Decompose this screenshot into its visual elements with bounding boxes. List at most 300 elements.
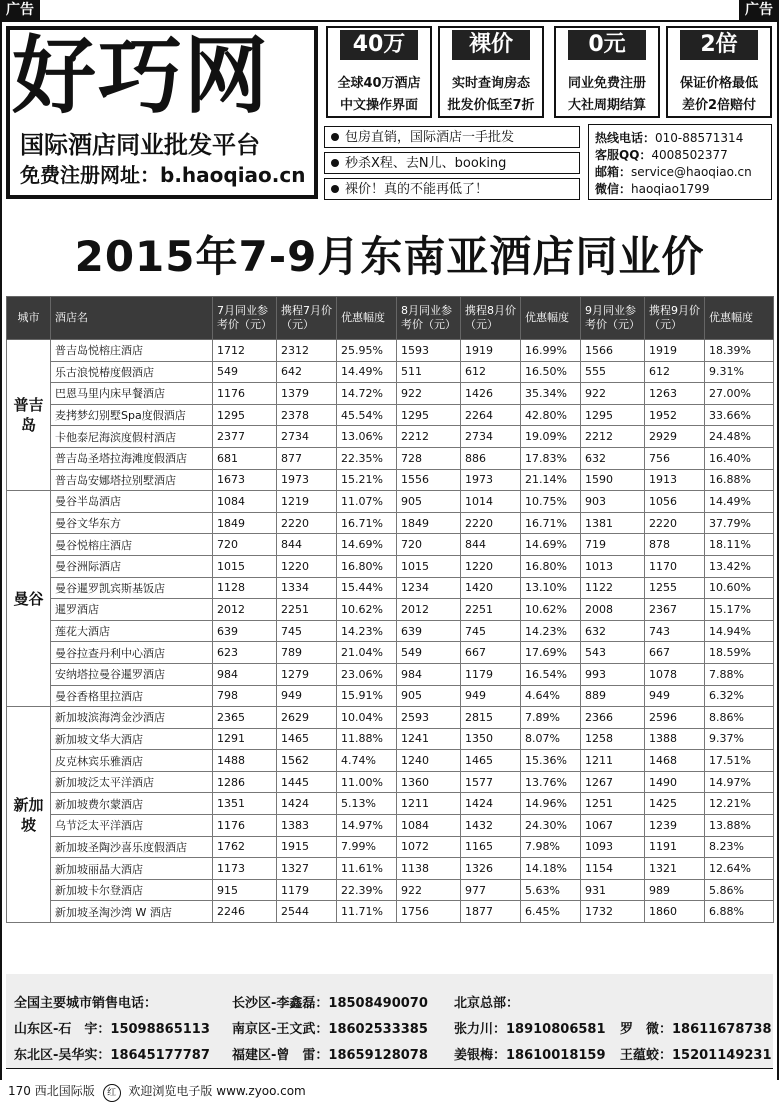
price-cell: 13.88% <box>705 815 774 837</box>
price-cell: 7.99% <box>337 836 397 858</box>
hotel-name-cell: 麦拷梦幻别墅Spa度假酒店 <box>51 404 213 426</box>
price-cell: 16.80% <box>337 555 397 577</box>
price-cell: 1173 <box>213 858 277 880</box>
price-cell: 2367 <box>645 599 705 621</box>
price-cell: 10.60% <box>705 577 774 599</box>
price-cell: 16.80% <box>521 555 581 577</box>
price-cell: 745 <box>277 620 337 642</box>
price-cell: 1424 <box>277 793 337 815</box>
hotel-name-cell: 曼谷暹罗凯宾斯基饭店 <box>51 577 213 599</box>
price-cell: 1295 <box>581 404 645 426</box>
price-cell: 1251 <box>581 793 645 815</box>
price-cell: 667 <box>645 642 705 664</box>
hotel-name-cell: 皮克林宾乐雅酒店 <box>51 750 213 772</box>
price-cell: 878 <box>645 534 705 556</box>
price-cell: 7.98% <box>521 836 581 858</box>
price-cell: 8.86% <box>705 707 774 729</box>
feature-title: 0元 <box>568 30 646 60</box>
price-cell: 922 <box>397 879 461 901</box>
price-cell: 1973 <box>461 469 521 491</box>
price-cell: 11.61% <box>337 858 397 880</box>
footer-contact[interactable]: 姜银梅：18610018159 <box>454 1048 606 1063</box>
price-cell: 1590 <box>581 469 645 491</box>
price-cell: 9.31% <box>705 361 774 383</box>
price-cell: 16.40% <box>705 447 774 469</box>
feature-line: 差价2倍赔付 <box>681 98 757 113</box>
price-cell: 14.96% <box>521 793 581 815</box>
price-cell: 1383 <box>277 815 337 837</box>
price-cell: 6.45% <box>521 901 581 923</box>
price-cell: 1295 <box>397 404 461 426</box>
feature-line: 批发价低至7折 <box>447 98 535 113</box>
column-header: 优惠幅度 <box>521 297 581 340</box>
feature-title: 裸价 <box>452 30 530 60</box>
price-cell: 1712 <box>213 340 277 362</box>
table-row <box>7 491 774 513</box>
footer-hq: 北京总部： <box>454 996 520 1011</box>
price-cell: 1756 <box>397 901 461 923</box>
price-cell: 1350 <box>461 728 521 750</box>
price-cell: 10.75% <box>521 491 581 513</box>
price-cell: 2220 <box>461 512 521 534</box>
table-row <box>7 404 774 426</box>
city-cell: 普吉岛 <box>7 340 51 491</box>
price-cell: 1138 <box>397 858 461 880</box>
price-cell: 11.88% <box>337 728 397 750</box>
qq-label: 客服QQ： <box>595 148 652 162</box>
price-cell: 1220 <box>277 555 337 577</box>
price-cell: 15.21% <box>337 469 397 491</box>
price-cell: 743 <box>645 620 705 642</box>
hotel-name-cell: 新加坡泛太平洋酒店 <box>51 771 213 793</box>
price-cell: 1015 <box>397 555 461 577</box>
logo-name: 好巧网 <box>12 27 271 125</box>
price-cell: 2251 <box>277 599 337 621</box>
price-cell: 1015 <box>213 555 277 577</box>
feature-box-4 <box>666 26 772 118</box>
price-cell: 931 <box>581 879 645 901</box>
price-cell: 2012 <box>213 599 277 621</box>
bullet-dot-icon <box>331 185 339 193</box>
column-header: 8月同业参考价（元） <box>397 297 461 340</box>
page-title: 2015年7-9月东南亚酒店同业价 <box>74 232 705 281</box>
price-cell: 612 <box>645 361 705 383</box>
price-cell: 16.99% <box>521 340 581 362</box>
price-cell: 16.54% <box>521 663 581 685</box>
price-cell: 949 <box>645 685 705 707</box>
price-cell: 1295 <box>213 404 277 426</box>
feature-line: 中文操作界面 <box>339 98 418 113</box>
price-cell: 1279 <box>277 663 337 685</box>
price-cell: 1128 <box>213 577 277 599</box>
price-cell: 5.86% <box>705 879 774 901</box>
price-cell: 549 <box>397 642 461 664</box>
price-cell: 1913 <box>645 469 705 491</box>
price-cell: 21.14% <box>521 469 581 491</box>
column-header: 优惠幅度 <box>337 297 397 340</box>
price-cell: 905 <box>397 685 461 707</box>
table-row <box>7 577 774 599</box>
price-cell: 13.76% <box>521 771 581 793</box>
wechat-label: 微信： <box>595 182 632 196</box>
price-cell: 24.48% <box>705 426 774 448</box>
price-cell: 745 <box>461 620 521 642</box>
price-cell: 1014 <box>461 491 521 513</box>
price-cell: 1673 <box>213 469 277 491</box>
hotel-name-cell: 乌节泛太平洋酒店 <box>51 815 213 837</box>
price-cell: 2377 <box>213 426 277 448</box>
price-cell: 1211 <box>397 793 461 815</box>
price-cell: 1220 <box>461 555 521 577</box>
footer-contact[interactable]: 福建区-曾 雷：18659128078 <box>232 1048 428 1063</box>
price-cell: 555 <box>581 361 645 383</box>
table-row <box>7 707 774 729</box>
price-cell: 719 <box>581 534 645 556</box>
price-cell: 1165 <box>461 836 521 858</box>
price-cell: 844 <box>277 534 337 556</box>
top-rule <box>0 20 779 22</box>
price-cell: 24.30% <box>521 815 581 837</box>
hotel-name-cell: 新加坡圣陶沙喜乐度假酒店 <box>51 836 213 858</box>
table-row <box>7 879 774 901</box>
price-cell: 19.09% <box>521 426 581 448</box>
price-cell: 667 <box>461 642 521 664</box>
hotel-name-cell: 曼谷文华东方 <box>51 512 213 534</box>
column-header: 携程9月价（元） <box>645 297 705 340</box>
price-cell: 639 <box>213 620 277 642</box>
price-cell: 1219 <box>277 491 337 513</box>
price-cell: 2365 <box>213 707 277 729</box>
table-row <box>7 512 774 534</box>
price-cell: 1321 <box>645 858 705 880</box>
price-cell: 17.69% <box>521 642 581 664</box>
price-cell: 1426 <box>461 383 521 405</box>
table-row <box>7 771 774 793</box>
hotline-value[interactable]: 010-88571314 <box>655 131 744 145</box>
table-row <box>7 340 774 362</box>
price-cell: 1179 <box>277 879 337 901</box>
qq-row <box>595 147 765 164</box>
price-cell: 15.44% <box>337 577 397 599</box>
price-cell: 13.42% <box>705 555 774 577</box>
price-cell: 4.64% <box>521 685 581 707</box>
footer-heading: 全国主要城市销售电话： <box>14 996 158 1011</box>
price-cell: 886 <box>461 447 521 469</box>
price-cell: 2008 <box>581 599 645 621</box>
email-value[interactable]: service@haoqiao.cn <box>631 165 752 179</box>
bullet-text: 裸价！真的不能再低了！ <box>345 182 489 197</box>
price-cell: 877 <box>277 447 337 469</box>
price-cell: 720 <box>397 534 461 556</box>
welcome-text: 欢迎浏览电子版 <box>128 1084 213 1098</box>
price-cell: 612 <box>461 361 521 383</box>
feature-box-3 <box>554 26 660 118</box>
price-cell: 13.10% <box>521 577 581 599</box>
hotel-name-cell: 曼谷悦榕庄酒店 <box>51 534 213 556</box>
table-row <box>7 685 774 707</box>
price-cell: 2251 <box>461 599 521 621</box>
feature-title: 2倍 <box>680 30 758 60</box>
qq-value[interactable]: 4008502377 <box>651 148 728 162</box>
hotel-name-cell: 暹罗酒店 <box>51 599 213 621</box>
price-cell: 12.21% <box>705 793 774 815</box>
price-cell: 13.06% <box>337 426 397 448</box>
price-cell: 728 <box>397 447 461 469</box>
price-cell: 1267 <box>581 771 645 793</box>
column-header: 9月同业参考价（元） <box>581 297 645 340</box>
price-cell: 2544 <box>277 901 337 923</box>
price-cell: 2815 <box>461 707 521 729</box>
hotel-name-cell: 普吉岛圣塔拉海滩度假酒店 <box>51 447 213 469</box>
bullet-item <box>324 152 580 174</box>
logo-subtitle: 国际酒店同业批发平台 <box>20 131 260 159</box>
price-cell: 11.71% <box>337 901 397 923</box>
hotel-name-cell: 巴恩马里内床早餐酒店 <box>51 383 213 405</box>
feature-line: 同业免费注册 <box>567 76 646 91</box>
price-cell: 2734 <box>277 426 337 448</box>
price-cell: 642 <box>277 361 337 383</box>
price-cell: 1334 <box>277 577 337 599</box>
price-cell: 1388 <box>645 728 705 750</box>
price-cell: 1465 <box>277 728 337 750</box>
price-cell: 6.88% <box>705 901 774 923</box>
price-cell: 8.07% <box>521 728 581 750</box>
section-name: 西北国际版 <box>34 1084 95 1098</box>
price-cell: 1465 <box>461 750 521 772</box>
price-cell: 2220 <box>645 512 705 534</box>
city-cell: 曼谷 <box>7 491 51 707</box>
price-cell: 1084 <box>213 491 277 513</box>
price-cell: 632 <box>581 447 645 469</box>
price-cell: 1176 <box>213 383 277 405</box>
footer-contact[interactable]: 罗 微：18611678738 <box>620 1022 772 1037</box>
price-cell: 1849 <box>397 512 461 534</box>
price-cell: 511 <box>397 361 461 383</box>
hotel-name-cell: 新加坡费尔蒙酒店 <box>51 793 213 815</box>
footer-contact[interactable]: 东北区-吴华实：18645177787 <box>14 1048 210 1063</box>
contact-box <box>588 124 772 200</box>
hotel-name-cell: 曼谷拉查丹利中心酒店 <box>51 642 213 664</box>
price-cell: 14.72% <box>337 383 397 405</box>
footer-contact[interactable]: 山东区-石 宇：15098865113 <box>14 1022 210 1037</box>
bullet-item <box>324 178 580 200</box>
table-row <box>7 555 774 577</box>
bullet-text: 包房直销，国际酒店一手批发 <box>345 130 515 145</box>
hotel-name-cell: 新加坡文华大酒店 <box>51 728 213 750</box>
price-cell: 1556 <box>397 469 461 491</box>
left-rule <box>0 20 2 1080</box>
table-row <box>7 793 774 815</box>
column-header: 优惠幅度 <box>705 297 774 340</box>
price-cell: 25.95% <box>337 340 397 362</box>
table-row <box>7 728 774 750</box>
hotel-name-cell: 曼谷洲际酒店 <box>51 555 213 577</box>
hotline-label: 热线电话： <box>595 131 656 145</box>
price-cell: 1013 <box>581 555 645 577</box>
table-header-row <box>7 297 774 340</box>
price-cell: 1420 <box>461 577 521 599</box>
price-cell: 844 <box>461 534 521 556</box>
bullet-item <box>324 126 580 148</box>
price-cell: 1176 <box>213 815 277 837</box>
table-row <box>7 815 774 837</box>
price-cell: 7.88% <box>705 663 774 685</box>
price-cell: 35.34% <box>521 383 581 405</box>
price-cell: 1877 <box>461 901 521 923</box>
price-cell: 2734 <box>461 426 521 448</box>
hotel-name-cell: 新加坡丽晶大酒店 <box>51 858 213 880</box>
footer-contact[interactable]: 长沙区-李鑫磊：18508490070 <box>232 996 428 1011</box>
price-cell: 632 <box>581 620 645 642</box>
price-cell: 2596 <box>645 707 705 729</box>
price-cell: 27.00% <box>705 383 774 405</box>
price-cell: 14.94% <box>705 620 774 642</box>
price-cell: 14.23% <box>521 620 581 642</box>
table-row <box>7 836 774 858</box>
price-cell: 1860 <box>645 901 705 923</box>
feature-line: 大社周期结算 <box>567 98 646 113</box>
price-cell: 1258 <box>581 728 645 750</box>
price-cell: 1577 <box>461 771 521 793</box>
price-cell: 1239 <box>645 815 705 837</box>
table-row <box>7 750 774 772</box>
hotel-name-cell: 曼谷半岛酒店 <box>51 491 213 513</box>
table-row <box>7 642 774 664</box>
table-row <box>7 447 774 469</box>
price-cell: 14.97% <box>337 815 397 837</box>
price-cell: 18.39% <box>705 340 774 362</box>
price-cell: 1762 <box>213 836 277 858</box>
price-cell: 1154 <box>581 858 645 880</box>
hotel-name-cell: 普吉岛悦榕庄酒店 <box>51 340 213 362</box>
price-cell: 1084 <box>397 815 461 837</box>
price-cell: 17.51% <box>705 750 774 772</box>
price-cell: 16.71% <box>521 512 581 534</box>
price-cell: 681 <box>213 447 277 469</box>
price-cell: 14.49% <box>337 361 397 383</box>
price-cell: 15.36% <box>521 750 581 772</box>
wechat-value[interactable]: haoqiao1799 <box>631 182 710 196</box>
price-cell: 5.13% <box>337 793 397 815</box>
price-cell: 6.32% <box>705 685 774 707</box>
price-cell: 949 <box>461 685 521 707</box>
feature-line: 实时查询房态 <box>451 76 530 91</box>
table-row <box>7 469 774 491</box>
price-cell: 18.59% <box>705 642 774 664</box>
price-cell: 989 <box>645 879 705 901</box>
price-table <box>6 296 774 923</box>
price-cell: 11.00% <box>337 771 397 793</box>
price-cell: 15.91% <box>337 685 397 707</box>
sales-footer <box>6 974 773 1068</box>
price-cell: 45.54% <box>337 404 397 426</box>
price-cell: 1241 <box>397 728 461 750</box>
price-cell: 915 <box>213 879 277 901</box>
price-cell: 1468 <box>645 750 705 772</box>
price-cell: 1360 <box>397 771 461 793</box>
price-cell: 903 <box>581 491 645 513</box>
table-row <box>7 599 774 621</box>
table-row <box>7 663 774 685</box>
price-cell: 22.39% <box>337 879 397 901</box>
red-circle-icon: 红 <box>103 1084 121 1102</box>
price-cell: 2366 <box>581 707 645 729</box>
price-cell: 10.62% <box>521 599 581 621</box>
price-cell: 1566 <box>581 340 645 362</box>
price-cell: 12.64% <box>705 858 774 880</box>
bullet-dot-icon <box>331 133 339 141</box>
price-cell: 2220 <box>277 512 337 534</box>
price-cell: 5.63% <box>521 879 581 901</box>
column-header: 7月同业参考价（元） <box>213 297 277 340</box>
column-header: 携程8月价（元） <box>461 297 521 340</box>
footer-contact[interactable]: 王蕴蛟：15201149231 <box>620 1048 772 1063</box>
price-cell: 798 <box>213 685 277 707</box>
price-cell: 543 <box>581 642 645 664</box>
hotel-name-cell: 卡他泰尼海滨度假村酒店 <box>51 426 213 448</box>
price-cell: 1326 <box>461 858 521 880</box>
price-cell: 549 <box>213 361 277 383</box>
price-cell: 949 <box>277 685 337 707</box>
price-cell: 889 <box>581 685 645 707</box>
price-cell: 16.88% <box>705 469 774 491</box>
page-number: 170 <box>8 1084 31 1098</box>
price-cell: 1562 <box>277 750 337 772</box>
price-cell: 1067 <box>581 815 645 837</box>
price-cell: 1424 <box>461 793 521 815</box>
price-cell: 1973 <box>277 469 337 491</box>
price-cell: 2629 <box>277 707 337 729</box>
footer-contact[interactable]: 张力川：18910806581 <box>454 1022 606 1037</box>
footer-contact[interactable]: 南京区-王文武：18602533385 <box>232 1022 428 1037</box>
table-row <box>7 426 774 448</box>
price-cell: 2212 <box>397 426 461 448</box>
price-cell: 1849 <box>213 512 277 534</box>
footer-rule <box>6 1068 773 1069</box>
price-cell: 10.04% <box>337 707 397 729</box>
feature-line: 保证价格最低 <box>679 76 758 91</box>
price-cell: 14.69% <box>337 534 397 556</box>
column-header: 城市 <box>7 297 51 340</box>
price-cell: 1286 <box>213 771 277 793</box>
page-footer <box>8 1082 306 1102</box>
price-cell: 14.69% <box>521 534 581 556</box>
price-cell: 7.89% <box>521 707 581 729</box>
price-cell: 10.62% <box>337 599 397 621</box>
price-cell: 1122 <box>581 577 645 599</box>
price-cell: 2012 <box>397 599 461 621</box>
price-cell: 1327 <box>277 858 337 880</box>
register-url[interactable]: 免费注册网址：b.haoqiao.cn <box>20 163 306 187</box>
price-cell: 2212 <box>581 426 645 448</box>
price-cell: 2378 <box>277 404 337 426</box>
table-row <box>7 901 774 923</box>
price-cell: 623 <box>213 642 277 664</box>
price-cell: 21.04% <box>337 642 397 664</box>
price-cell: 1445 <box>277 771 337 793</box>
feature-title: 40万 <box>340 30 418 60</box>
price-cell: 37.79% <box>705 512 774 534</box>
price-cell: 2264 <box>461 404 521 426</box>
price-cell: 14.97% <box>705 771 774 793</box>
price-cell: 1291 <box>213 728 277 750</box>
ad-label-left: 广告 <box>0 0 40 20</box>
price-cell: 1593 <box>397 340 461 362</box>
price-cell: 14.18% <box>521 858 581 880</box>
site-link[interactable]: www.zyoo.com <box>216 1084 306 1098</box>
bullet-list <box>324 124 582 200</box>
price-cell: 1432 <box>461 815 521 837</box>
